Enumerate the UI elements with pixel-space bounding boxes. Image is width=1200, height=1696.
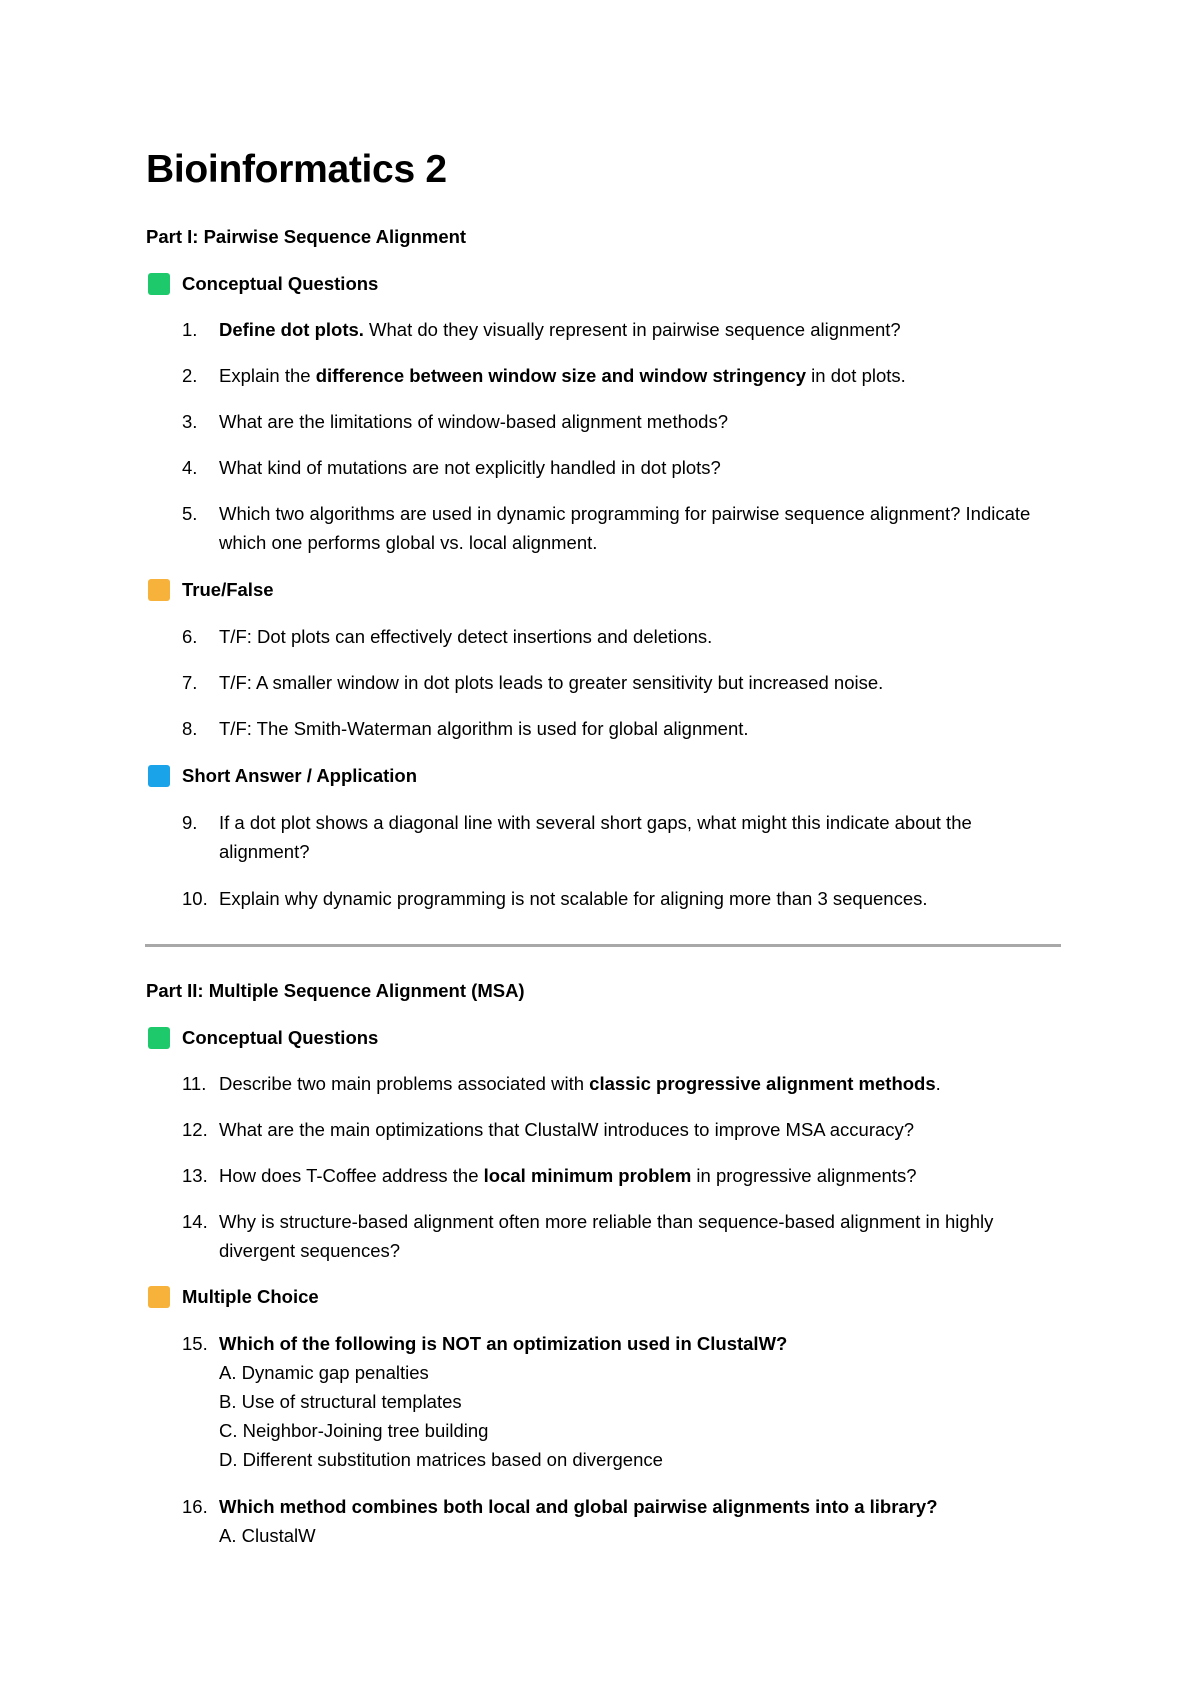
question-text: in dot plots. <box>806 365 906 386</box>
question-bold-text: Which method combines both local and global pairwise alignments into a library? <box>219 1496 938 1517</box>
section-multiple-choice <box>148 1286 319 1308</box>
question-number: 12. <box>182 1119 208 1140</box>
section-short-answer <box>148 765 417 787</box>
question-text: Why is structure-based alignment often more reliable than sequence-based alignment in highly divergent sequences? <box>219 1211 994 1261</box>
question-item <box>182 453 1062 482</box>
question-number: 9. <box>182 812 198 833</box>
question-item <box>182 622 1062 651</box>
horizontal-divider <box>145 944 1061 947</box>
question-text: Explain the <box>219 365 316 386</box>
document-title: Bioinformatics 2 <box>146 148 447 191</box>
section-label: Short Answer / Application <box>182 765 418 786</box>
question-number: 2. <box>182 365 198 386</box>
section-label: Conceptual Questions <box>182 273 379 294</box>
question-bold-text: Define dot plots. <box>219 319 364 340</box>
question-number: 14. <box>182 1211 208 1232</box>
section-conceptual-questions <box>148 273 378 295</box>
answer-option: A. ClustalW <box>219 1525 316 1546</box>
question-number: 4. <box>182 457 198 478</box>
question-bold-text: classic progressive alignment methods <box>589 1073 936 1094</box>
question-number: 8. <box>182 718 198 739</box>
answer-option: D. Different substitution matrices based on divergence <box>219 1449 663 1470</box>
orange-square-icon <box>148 1286 170 1308</box>
section-conceptual-questions <box>148 1027 378 1049</box>
question-text: How does T-Coffee address the <box>219 1165 484 1186</box>
question-number: 7. <box>182 672 198 693</box>
question-item <box>182 361 1062 390</box>
green-square-icon <box>148 1027 170 1049</box>
blue-square-icon <box>148 765 170 787</box>
question-item <box>182 1115 1062 1144</box>
question-bold-text: local minimum problem <box>483 1165 692 1186</box>
question-item <box>182 808 1062 866</box>
section-label: Conceptual Questions <box>182 1027 379 1048</box>
question-item <box>182 1329 1062 1474</box>
section-label: Multiple Choice <box>182 1286 319 1307</box>
question-number: 5. <box>182 503 198 524</box>
question-number: 3. <box>182 411 198 432</box>
question-item <box>182 1069 1062 1098</box>
question-text: T/F: Dot plots can effectively detect insertions and deletions. <box>219 626 713 647</box>
part2-heading: Part II: Multiple Sequence Alignment (MSA) <box>146 980 525 1001</box>
question-text: What kind of mutations are not explicitly handled in dot plots? <box>219 457 721 478</box>
question-item <box>182 1207 1062 1265</box>
answer-option: C. Neighbor-Joining tree building <box>219 1420 489 1441</box>
question-text: What are the limitations of window-based alignment methods? <box>219 411 729 432</box>
question-text: What are the main optimizations that ClustalW introduces to improve MSA accuracy? <box>219 1119 915 1140</box>
question-item <box>182 315 1062 344</box>
question-number: 16. <box>182 1496 208 1517</box>
question-text: Explain why dynamic programming is not scalable for aligning more than 3 sequences. <box>219 888 928 909</box>
question-item <box>182 714 1062 743</box>
question-bold-text: Which of the following is NOT an optimization used in ClustalW? <box>219 1333 788 1354</box>
question-number: 6. <box>182 626 198 647</box>
question-item <box>182 1161 1062 1190</box>
question-number: 11. <box>182 1073 207 1094</box>
green-square-icon <box>148 273 170 295</box>
question-text: Describe two main problems associated with <box>219 1073 590 1094</box>
question-item <box>182 407 1062 436</box>
section-true-false <box>148 579 274 601</box>
question-number: 13. <box>182 1165 208 1186</box>
section-label: True/False <box>182 579 274 600</box>
question-text: What do they visually represent in pairwise sequence alignment? <box>363 319 901 340</box>
part1-heading: Part I: Pairwise Sequence Alignment <box>146 226 467 247</box>
question-number: 1. <box>182 319 198 340</box>
orange-square-icon <box>148 579 170 601</box>
question-text: in progressive alignments? <box>691 1165 917 1186</box>
question-text: Which two algorithms are used in dynamic programming for pairwise sequence alignment? Indicate which one performs global vs. local alignment. <box>219 503 1031 553</box>
question-text: . <box>935 1073 941 1094</box>
answer-option: B. Use of structural templates <box>219 1391 462 1412</box>
question-bold-text: difference between window size and window stringency <box>315 365 807 386</box>
question-item <box>182 668 1062 697</box>
question-number: 10. <box>182 888 208 909</box>
question-number: 15. <box>182 1333 208 1354</box>
question-item <box>182 884 1062 913</box>
answer-option: A. Dynamic gap penalties <box>219 1362 429 1383</box>
question-item <box>182 499 1062 557</box>
question-item <box>182 1492 1062 1550</box>
question-text: T/F: A smaller window in dot plots leads to greater sensitivity but increased noise. <box>219 672 884 693</box>
question-text: T/F: The Smith-Waterman algorithm is used for global alignment. <box>219 718 749 739</box>
question-text: If a dot plot shows a diagonal line with several short gaps, what might this indicate about the alignment? <box>219 812 972 862</box>
